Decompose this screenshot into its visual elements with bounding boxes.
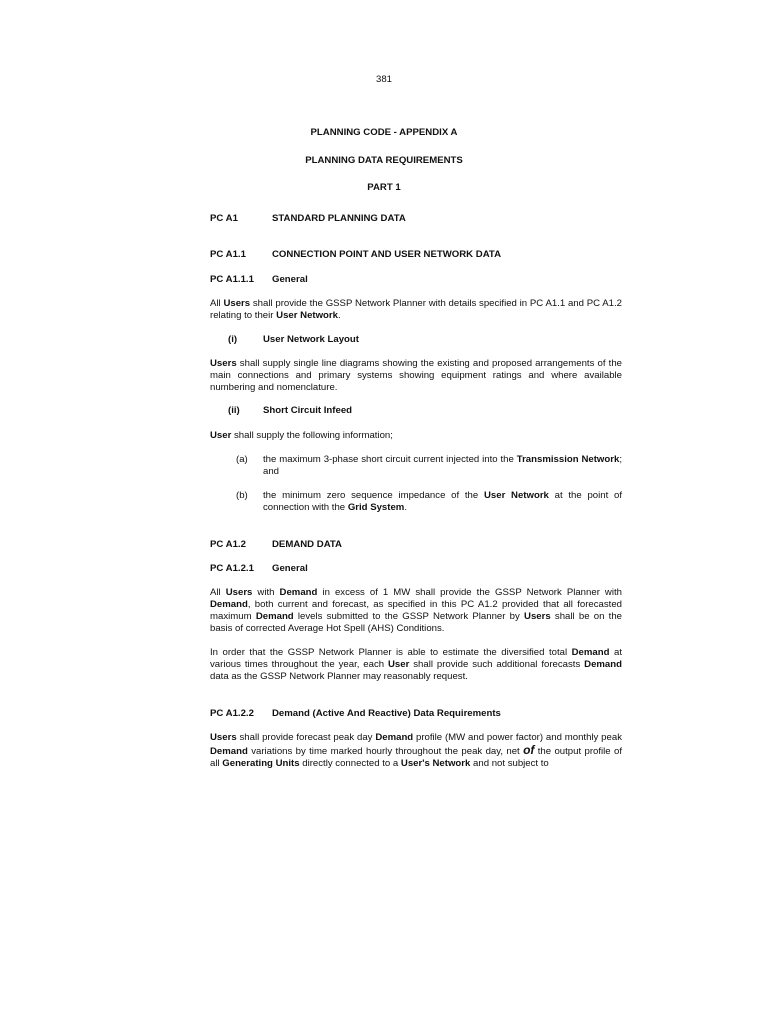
title-line-2: PLANNING DATA REQUIREMENTS [305, 155, 463, 166]
section-number-a1-2-2: PC A1.2.2 [210, 708, 254, 719]
paragraph-single-line-diagrams: Users shall supply single line diagrams showing the existing and proposed arrangements of the main connections and primary systems showing equipment ratings and where available numbering and nomenclature. [210, 358, 622, 393]
title-line-3: PART 1 [367, 182, 401, 193]
list-item-label-a: (a) [236, 454, 248, 465]
paragraph-demand-general: All Users with Demand in excess of 1 MW shall provide the GSSP Network Planner with Demand, both current and forecast, as specified in this PC A1.2 provided that all forecasted maximum Demand levels submitted to the GSSP Network Planner by Users shall be on the basis of corrected Average Hot Spell (AHS) Conditions. [210, 587, 622, 634]
section-heading-a1-2-2: Demand (Active And Reactive) Data Requirements [272, 708, 501, 719]
list-item-label-b: (b) [236, 490, 248, 501]
section-heading-a1-2: DEMAND DATA [272, 539, 342, 550]
subsection-label-i: (i) [228, 334, 238, 345]
section-number-a1-1-1: PC A1.1.1 [210, 274, 254, 285]
section-heading-a1-1: CONNECTION POINT AND USER NETWORK DATA [272, 249, 501, 260]
paragraph-user-supply-info: User shall supply the following information; [210, 430, 393, 441]
section-number-a1: PC A1 [210, 213, 238, 224]
section-number-a1-2-1: PC A1.2.1 [210, 563, 254, 574]
section-heading-a1-2-1: General [272, 563, 308, 574]
list-item-text-b: the minimum zero sequence impedance of the User Network at the point of connection with the Grid System. [263, 490, 622, 513]
paragraph-users-details: All Users shall provide the GSSP Network Planner with details specified in PC A1.1 and PC A1.2 relating to their User Network. [210, 298, 623, 321]
paragraph-demand-profile: Users shall provide forecast peak day Demand profile (MW and power factor) and monthly peak Demand variations by time marked hourly throughout the peak day, net of the output profile of all Generating Units directly connected to a User's Network and not subject to [210, 732, 623, 769]
section-number-a1-1: PC A1.1 [210, 249, 246, 260]
section-heading-a1: STANDARD PLANNING DATA [272, 213, 406, 224]
subsection-heading-short-circuit-infeed: Short Circuit Infeed [263, 405, 353, 416]
subsection-label-ii: (ii) [228, 405, 240, 416]
page-number: 381 [375, 74, 392, 85]
list-item-text-a: the maximum 3-phase short circuit current injected into the Transmission Network; and [263, 454, 622, 477]
section-number-a1-2: PC A1.2 [210, 539, 246, 550]
title-line-1: PLANNING CODE - APPENDIX A [310, 127, 458, 138]
section-heading-a1-1-1: General [272, 274, 308, 285]
subsection-heading-user-network-layout: User Network Layout [263, 334, 359, 345]
paragraph-diversified-demand: In order that the GSSP Network Planner is able to estimate the diversified total Demand at various times throughout the year, each User shall provide such additional forecasts Demand data as the GSSP Network Planner may reasonably request. [210, 647, 622, 682]
